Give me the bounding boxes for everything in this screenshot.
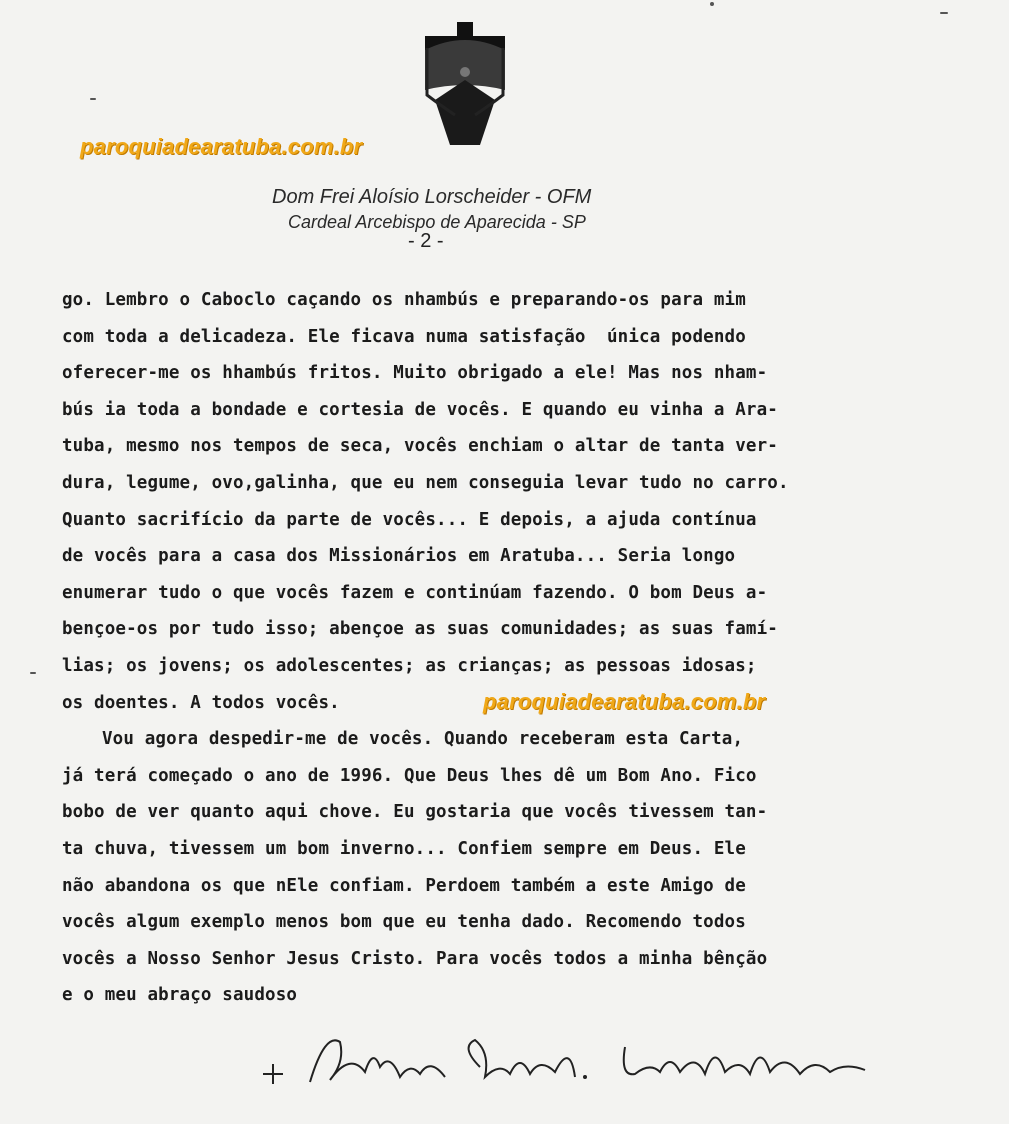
watermark-top: paroquiadearatuba.com.br <box>80 134 363 159</box>
ink-speck <box>90 98 96 100</box>
letter-line: já terá começado o ano de 1996. Que Deus lhes dê um Bom Ano. Fico <box>62 765 757 786</box>
letter-line: bús ia toda a bondade e cortesia de vocês. E quando eu vinha a Ara- <box>62 399 778 420</box>
ink-speck <box>710 2 714 6</box>
ink-speck <box>30 672 36 674</box>
cross-seal-icon <box>405 20 525 150</box>
letter-line: de vocês para a casa dos Missionários em Aratuba... Seria longo <box>62 546 736 567</box>
letter-line: vocês a Nosso Senhor Jesus Cristo. Para vocês todos a minha bênção <box>62 948 768 969</box>
letter-line: go. Lembro o Caboclo caçando os nhambús e preparando-os para mim <box>62 290 746 310</box>
header-title: Cardeal Arcebispo de Aparecida - SP <box>288 212 586 232</box>
letter-line: oferecer-me os hhambús fritos. Muito obrigado a ele! Mas nos nham- <box>62 363 768 384</box>
signature-icon <box>255 1022 875 1102</box>
letter-line: dura, legume, ovo,galinha, que eu nem conseguia levar tudo no carro. <box>62 472 789 493</box>
letter-line: lias; os jovens; os adolescentes; as crianças; as pessoas idosas; <box>62 655 757 676</box>
header-name: Dom Frei Aloísio Lorscheider - OFM <box>272 186 592 208</box>
letter-line: ta chuva, tivessem um bom inverno... Confiem sempre em Deus. Ele <box>62 838 746 859</box>
letter-line: enumerar tudo o que vocês fazem e continúam fazendo. O bom Deus a- <box>62 582 768 603</box>
letter-line: vocês algum exemplo menos bom que eu tenha dado. Recomendo todos <box>62 912 746 933</box>
watermark-middle: paroquiadearatuba.com.br <box>483 689 766 714</box>
letter-body <box>62 282 992 1014</box>
letter-line: e o meu abraço saudoso <box>62 985 298 1006</box>
letter-line: os doentes. A todos vocês. <box>62 692 340 713</box>
ink-speck <box>940 12 948 14</box>
letter-line: Quanto sacrifício da parte de vocês... E depois, a ajuda contínua <box>62 509 757 530</box>
letter-line: não abandona os que nEle confiam. Perdoem também a este Amigo de <box>62 875 746 896</box>
letter-line: tuba, mesmo nos tempos de seca, vocês enchiam o altar de tanta ver- <box>62 436 778 457</box>
letter-line: com toda a delicadeza. Ele ficava numa satisfação única podendo <box>62 326 746 347</box>
letter-line: bobo de ver quanto aqui chove. Eu gostaria que vocês tivessem tan- <box>62 802 768 823</box>
handwritten-signature <box>255 1022 875 1102</box>
letter-line: bençoe-os por tudo isso; abençoe as suas comunidades; as suas famí- <box>62 619 778 640</box>
page-number: - 2 - <box>408 230 444 252</box>
letter-line: Vou agora despedir-me de vocês. Quando receberam esta Carta, <box>102 729 744 750</box>
